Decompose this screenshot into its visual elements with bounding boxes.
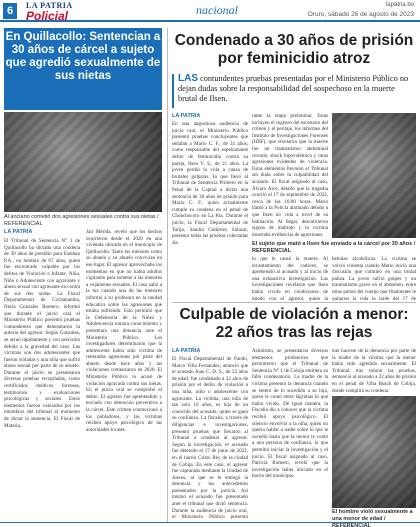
left-story-column-1: El Tribunal de Sentencia N° 1 de Quillacollo ha dictado una condena de 30 años de presidio para Esteban P.A., un hombre de 67 años, quien fue encontrado culpable por los delitos de Violación e Infante, Niña, Niño o Adolescente con agravante y abuso sexual con agravante en contra de sus dos nietas. La Fiscal Departamental de Cochabamba, Nuria Gonzales Romero, informó que durante el juicio oral el Ministerio Público presentó pruebas contundentes que demostraron la autoría del agresor. Según Gonzales, se actuó rápidamente y con precisión debido a la gravedad del caso. Las víctimas son dos adolescentes que fueron violadas y una niña que sufrió abuso sexual por parte de su abuelo. Durante el juicio se presentaron diversas pruebas recopiladas, como certificados médicos forenses, testimonios y evaluaciones psicológicas y sociales. Estos elementos fueron valorados por los miembros del tribunal al momento de dictar la sentencia. El Fiscal de Materia,: [4, 238, 80, 429]
second-story-photo-caption: El hombre violó sexualmente a una menor de edad / REFERENCIAL: [332, 509, 413, 527]
left-story-headline: En Quillacollo: Sentencian a 30 años de cárcel a sujeto que agredió sexualmente de sus nietas: [4, 28, 162, 110]
second-story-column-1: El Fiscal Departamental de Pando, Marco Villa Fernández, anunció que el acusado Juan C. D. S., de 22 años de edad, fue condenado a 22 años de prisión por el delito de violación a una niña, niño o adolescente con agravante. La víctima, una niña de tan solo 10 años, es hija de un conocido del acusado, quien se ganó su confianza. La fiscalía, a través de diligencias e investigaciones, presentó pruebas que llevaron al Tribunal a condenar al agresor. Según la investigación, el acusado fue detenido el 17 de junio de 2022, en el barrio Cristo Rey de la ciudad de Cobija. En este caso, el agresor fue capturado mediante la Unidad de Jueces, al que se le entregó la denuncia y los antecedentes presentados por la policía. Así mismo el acusado fue presentado ante el tribunal que dictó sentencia. Durante la audiencia de juicio oral, el Ministerio Público presentó: [172, 356, 248, 521]
newspaper-logo-section: Policial: [26, 9, 69, 23]
second-story-column-2: Asimismo, se presentaron diversos elementos probatorios que permitieron que el Tribunal de Sentencia N° 1 de Cobija emitiera su fallo condenatorio. La madre de la víctima presentó la denuncia cuando se enteró de lo sucedido a su hija, quien le contó entre lágrimas lo que había vivido. De igual manera, la Fiscalía dio a conocer que la víctima recibió apoyo psicológico. El silencio envolvió a la niña, quien no quería hablar a nadie sobre lo que le sucedió hasta que la menor le contó a una persona de confianza, lo que permitió iniciar la investigación y el juicio. El fiscal asignado al caso, Patricia Romero, reveló que la investigación había iniciado en el barrio del municipio.: [252, 348, 328, 480]
lead-dropcap: LAS: [178, 73, 198, 84]
footer-rule: [0, 522, 420, 523]
left-story-tag: LA PATRIA: [4, 229, 33, 235]
main-story-column-2: rante la etapa preliminar. Estas incluyen el registro del escenario del crimen y el peritaje, los informes del Instituto de Investigaciones Forenses (IDIF), que revelaron que la muerte fue un traumatismo abdominal cerrado, shock hipovolémico y otras agresiones evidentes de violencia. Estas elementos llevaron al Tribunal sin duda sobre la culpabilidad del acusado. El fiscal asignado al caso, Álvaro Arce, detalló que la tragedia ocurrió el 17 de septiembre de 2022, cerca de las 16:00 horas. Mario llamó a la Policía alarmado debido a que Ilsen no vida a nivel de su habitación. Al llegar, descubrieron signos de maltrato y la víctima mostraba evidencias de agresiones.: [252, 113, 328, 238]
page-number: 6: [3, 3, 17, 19]
dateline: Oruro, sábado 26 de agosto de 2023: [307, 11, 414, 18]
second-story-headline: Culpable de violación a menor: 22 años tras las rejas: [179, 306, 409, 341]
lead-accent-bar: [172, 74, 174, 108]
second-story-column-3: tras hacerse de la denuncia por parte de la madre de la víctima que la menor había sido agredida sexualmente. El Tribunal, tras valorar las pruebas, sentenció al acusado a 22 años de prisión en el penal de Villa Busch de Cobija, donde cumplirá su condena.: [332, 348, 416, 393]
newspaper-logo-top: LA PATRIA: [26, 1, 73, 10]
main-story-tag: LA PATRIA: [172, 113, 201, 119]
story-divider: [172, 302, 416, 303]
column-divider: [167, 28, 168, 522]
main-story-column-3: lo que le causó la muerte. Al levantamiento del cadáver, se aprehendió al acusado y al inicio de una exhaustiva investigación. Las investigaciones revelaron que Ilsen había vivido en condiciones de miedo con el agresor, quien la: [252, 256, 328, 301]
lead-text: contundentes pruebas presentadas por el Ministerio Público no dejan dudas sobre la responsabilidad del sospechoso en la muerte brutal de Ilsen.: [178, 74, 409, 103]
main-story-headline: Condenado a 30 años de prisión por feminicidio atroz: [174, 32, 414, 67]
second-story-tag: LA PATRIA: [172, 348, 201, 354]
main-story-column-1: En una angustiosa audiencia de juicio oral, el Ministerio Público presentó pruebas concluyentes que señalan a Mario C. F., de 31 años, como responsable del espeluznante delito de feminicidio contra su pareja, Ilsen V. S., de 21 años. La joven perdió la vida a causa de brutales golpizas. In que llevó al Tribunal de Sentencia Primero en la Penal de la Capital a dictar una sentencia de 30 años de prisión para Mario C. F., quien actualmente cumple su condena en el penal de Chonchocoro en La Paz. Durante el juicio, la Fiscal Departamental de Tarija, Sandra Gutiérrez Salazar, presentó todas las pruebas colectadas du-: [172, 121, 248, 246]
main-story-column-4: bebidas alcohólicas. La víctima se volvió violenta cuando Mario inició una discusión que culminó en una brutal paliza. La joven sufrió golpes y un traumatismo grave en el abdomen, entre otras partes del cuerpo que finalmente le quitaron la vida la tarde del 17 de: [332, 256, 416, 301]
main-story-lead: [178, 73, 416, 104]
main-story-photo-caption: El sujeto que mató a Ilsen fue enviado a la cárcel por 30 años / REFERENCIAL: [252, 241, 416, 254]
main-story-photo: [332, 113, 416, 238]
left-story-photo: [4, 112, 162, 212]
page-header: [0, 0, 420, 22]
section-label: nacional: [196, 3, 238, 17]
left-story-caption: Al anciano cometió dos agresiones sexuales contra sus nietas / REFERENCIAL: [4, 214, 159, 227]
second-story-photo: [332, 396, 416, 508]
left-story-column-2: Jair Mérida, reveló que los hechos ocurrieron desde el 2020 en una vivienda ubicada en el municipio de Quillacollo. Tanto las menores como su abuela y su abuelo convivían en ese lugar. El agresor aprovechaba los momentos en que no había adultos vigilando para someter a las menores a vejámenes sexuales. El caso salió a la luz cuando una de las menores informó a su profesora en la unidad educativa sobre las agresiones que estaba sufriendo. Esto permitió que la Defensoría de la Niñez y Adolescencia tomara conocimiento y presentara una denuncia ante el Ministerio Público. Los investigadores determinaron que la adolescente había sido víctima de reiteradas agresiones por parte del abuelo desde hace años y las violaciones comenzaron en 2020. El Ministerio Público lo acusó de violación agravada contra sus nietas. En el juicio oral se comprobó el delito. El agresor fue aprehendido y enviado con detención preventiva a la cárcel. Este crimen conmocionó a los pobladores, y las víctimas reciben apoyo psicológico de las autoridades locales.: [86, 229, 162, 433]
site-url[interactable]: lapatria.bo: [385, 2, 414, 8]
